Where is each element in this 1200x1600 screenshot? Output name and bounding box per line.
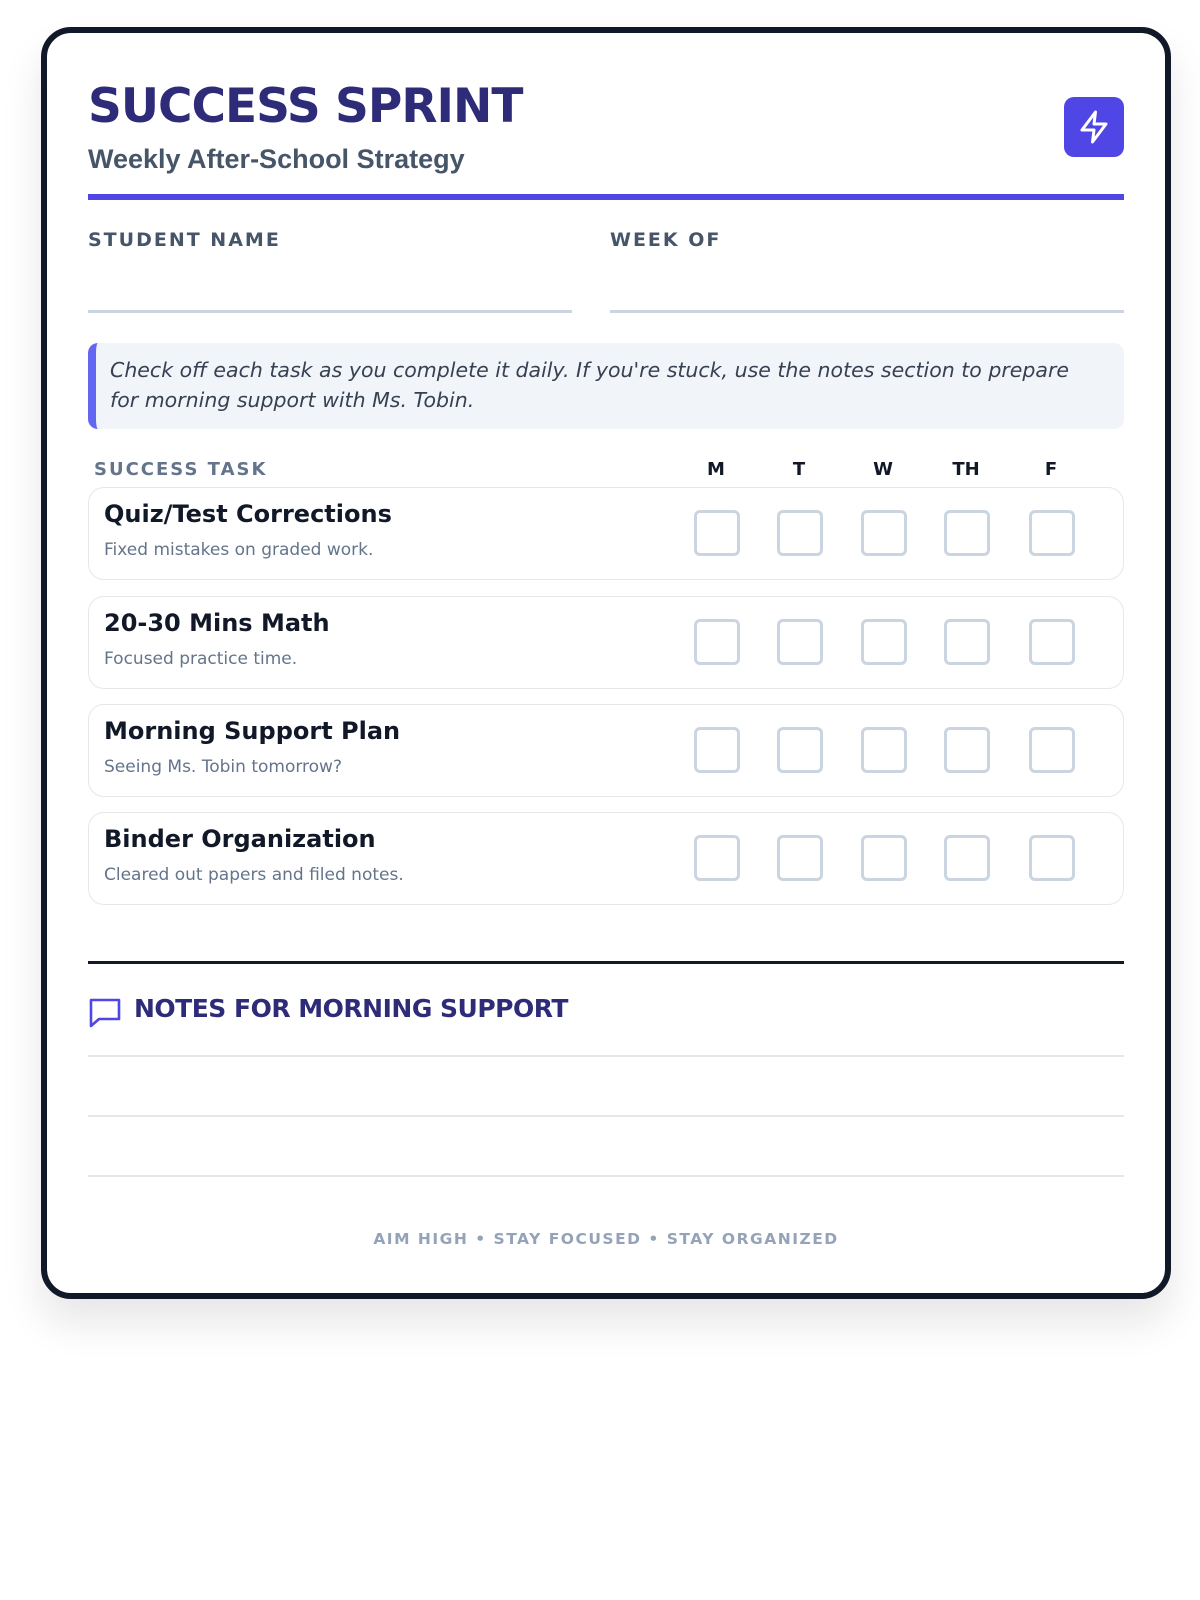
week-of-label: WEEK OF bbox=[610, 229, 722, 251]
notes-title: NOTES FOR MORNING SUPPORT bbox=[134, 994, 568, 1023]
checkbox-w[interactable] bbox=[861, 619, 907, 665]
task-title: 20-30 Mins Math bbox=[104, 609, 330, 637]
day-header-m: M bbox=[707, 459, 725, 480]
task-row bbox=[88, 704, 1124, 797]
task-description: Cleared out papers and filed notes. bbox=[104, 865, 404, 885]
worksheet-card bbox=[41, 27, 1171, 1299]
task-description: Fixed mistakes on graded work. bbox=[104, 540, 374, 560]
notes-line[interactable] bbox=[88, 1055, 1124, 1057]
checkbox-f[interactable] bbox=[1029, 727, 1075, 773]
checkbox-m[interactable] bbox=[694, 835, 740, 881]
worksheet-content bbox=[88, 33, 1124, 1293]
task-description: Seeing Ms. Tobin tomorrow? bbox=[104, 757, 342, 777]
task-row bbox=[88, 596, 1124, 689]
instructions-box bbox=[88, 343, 1124, 429]
notes-divider bbox=[88, 961, 1124, 964]
page-title: SUCCESS SPRINT bbox=[88, 79, 523, 134]
checkbox-w[interactable] bbox=[861, 835, 907, 881]
task-row bbox=[88, 487, 1124, 580]
checkbox-f[interactable] bbox=[1029, 835, 1075, 881]
page-subtitle: Weekly After-School Strategy bbox=[88, 144, 465, 174]
day-header-th: TH bbox=[952, 459, 980, 480]
week-of-field[interactable] bbox=[610, 310, 1124, 313]
checkbox-th[interactable] bbox=[944, 619, 990, 665]
task-title: Morning Support Plan bbox=[104, 717, 401, 745]
checkbox-th[interactable] bbox=[944, 510, 990, 556]
notes-line[interactable] bbox=[88, 1175, 1124, 1177]
checkbox-f[interactable] bbox=[1029, 510, 1075, 556]
speech-bubble-icon bbox=[88, 995, 122, 1029]
instructions-text: Check off each task as you complete it daily. If you're stuck, use the notes section to prepare for morning support with Ms. Tobin. bbox=[110, 358, 1070, 412]
student-name-label: STUDENT NAME bbox=[88, 229, 281, 251]
checkbox-t[interactable] bbox=[777, 619, 823, 665]
task-description: Focused practice time. bbox=[104, 649, 298, 669]
day-header-t: T bbox=[792, 459, 806, 480]
task-column-header: SUCCESS TASK bbox=[94, 459, 268, 480]
checkbox-m[interactable] bbox=[694, 727, 740, 773]
lightning-bolt-icon bbox=[1076, 109, 1112, 145]
student-name-field[interactable] bbox=[88, 310, 572, 313]
title-divider bbox=[88, 194, 1124, 200]
day-header-f: F bbox=[1044, 459, 1058, 480]
task-title: Quiz/Test Corrections bbox=[104, 500, 392, 528]
day-header-w: W bbox=[873, 459, 893, 480]
checkbox-w[interactable] bbox=[861, 727, 907, 773]
lightning-bolt-badge bbox=[1064, 97, 1124, 157]
checkbox-th[interactable] bbox=[944, 835, 990, 881]
checkbox-m[interactable] bbox=[694, 510, 740, 556]
checkbox-w[interactable] bbox=[861, 510, 907, 556]
checkbox-f[interactable] bbox=[1029, 619, 1075, 665]
checkbox-th[interactable] bbox=[944, 727, 990, 773]
task-row bbox=[88, 812, 1124, 905]
checkbox-t[interactable] bbox=[777, 510, 823, 556]
checkbox-t[interactable] bbox=[777, 835, 823, 881]
checkbox-t[interactable] bbox=[777, 727, 823, 773]
checkbox-m[interactable] bbox=[694, 619, 740, 665]
notes-line[interactable] bbox=[88, 1115, 1124, 1117]
task-title: Binder Organization bbox=[104, 825, 376, 853]
footer-motto: AIM HIGH • STAY FOCUSED • STAY ORGANIZED bbox=[373, 1230, 839, 1248]
